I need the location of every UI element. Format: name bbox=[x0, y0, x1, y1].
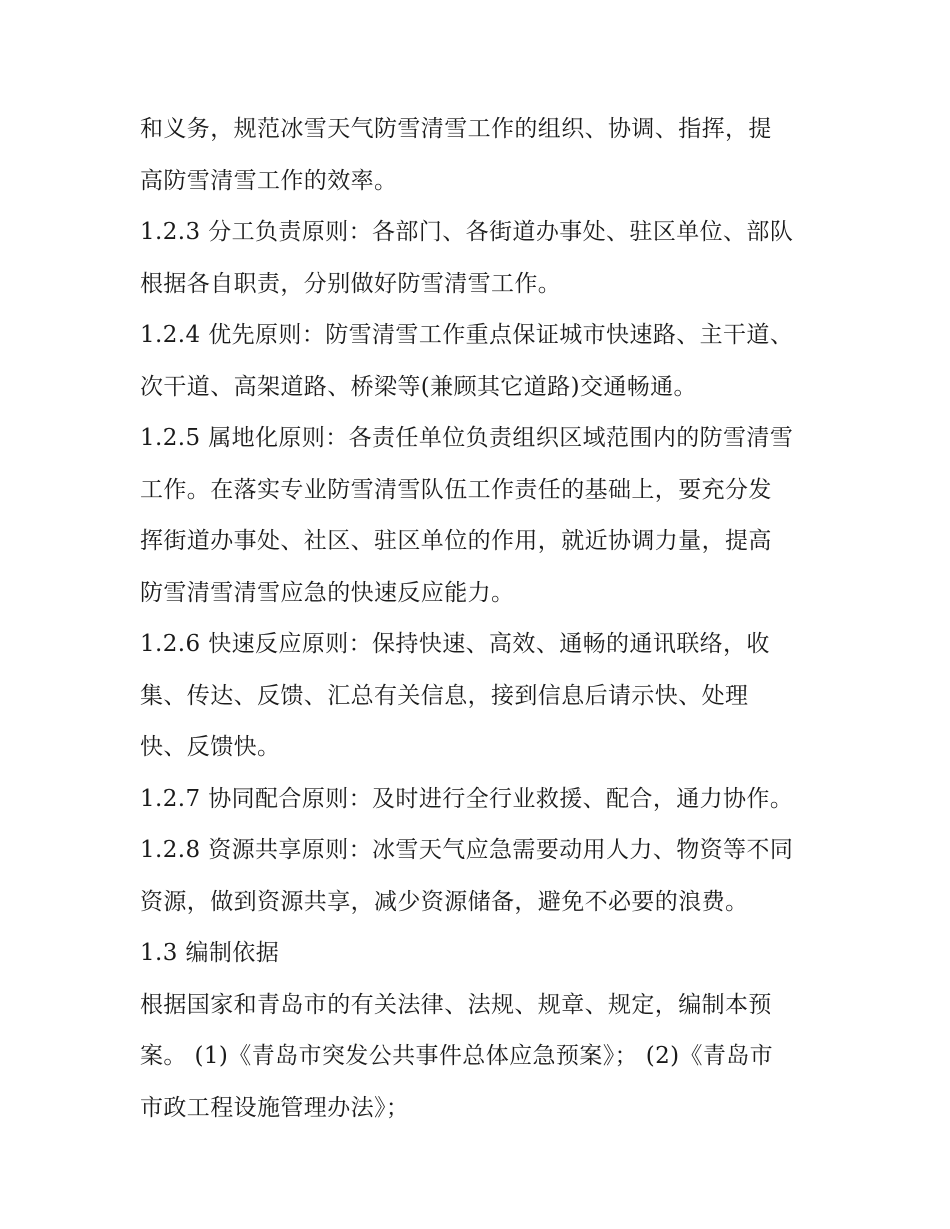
text-line: 资源，做到资源共享，减少资源储备，避免不必要的浪费。 bbox=[140, 888, 749, 915]
text-line: 1.2.6 快速反应原则：保持快速、高效、通畅的通讯联络，收 bbox=[140, 631, 770, 657]
body-text bbox=[140, 104, 820, 1134]
text-line: 根据国家和青岛市的有关法律、法规、规章、规定，编制本预 bbox=[140, 991, 772, 1018]
text-line: 根据各自职责，分别做好防雪清雪工作。 bbox=[140, 270, 562, 297]
text-line: 工作。在落实专业防雪清雪队伍工作责任的基础上，要充分发 bbox=[140, 476, 772, 503]
text-line: 1.2.4 优先原则：防雪清雪工作重点保证城市快速路、主干道、 bbox=[140, 322, 794, 348]
text-line: 挥街道办事处、社区、驻区单位的作用，就近协调力量，提高 bbox=[140, 528, 772, 554]
text-line: 集、传达、反馈、汇总有关信息，接到信息后请示快、处理 bbox=[140, 682, 749, 709]
section-heading: 1.3 编制依据 bbox=[140, 940, 280, 966]
text-line: 1.2.7 协同配合原则：及时进行全行业救援、配合，通力协作。 bbox=[140, 785, 794, 812]
text-line: 案。 (1)《青岛市突发公共事件总体应急预案》； (2)《青岛市 bbox=[140, 1043, 774, 1069]
text-line: 快、反馈快。 bbox=[140, 734, 281, 760]
text-line: 1.2.3 分工负责原则：各部门、各街道办事处、驻区单位、部队 bbox=[140, 219, 794, 245]
text-line: 高防雪清雪工作的效率。 bbox=[140, 167, 398, 194]
text-line: 1.2.5 属地化原则：各责任单位负责组织区域范围内的防雪清雪 bbox=[140, 425, 794, 451]
text-line: 和义务，规范冰雪天气防雪清雪工作的组织、协调、指挥，提 bbox=[140, 116, 772, 142]
text-line: 市政工程设施管理办法》； bbox=[140, 1094, 410, 1121]
text-line: 防雪清雪清雪应急的快速反应能力。 bbox=[140, 579, 515, 606]
text-line: 1.2.8 资源共享原则：冰雪天气应急需要动用人力、物资等不同 bbox=[140, 837, 794, 863]
text-line: 次干道、高架道路、桥梁等(兼顾其它道路)交通畅通。 bbox=[140, 373, 697, 400]
